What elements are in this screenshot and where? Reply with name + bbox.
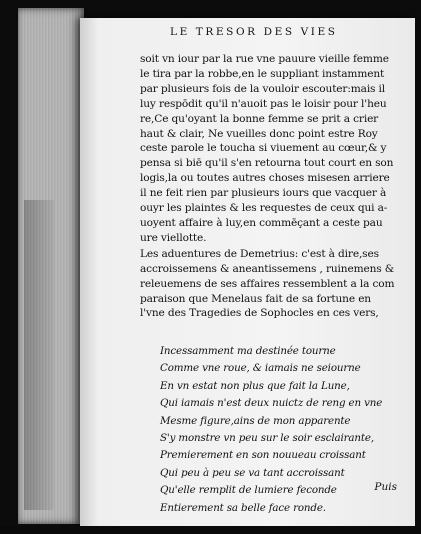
paragraph-2	[140, 247, 410, 322]
verse-line: Premierement en son nouueau croissant	[160, 449, 366, 462]
text-line: ure viellotte.	[140, 231, 207, 244]
text-line: pensa si biē qu'il s'en retourna tout court en son	[140, 157, 394, 170]
text-line: par plusieurs fois de la vouloir escouter:mais il	[140, 82, 386, 95]
body-text	[140, 52, 410, 321]
bottom-shadow	[0, 526, 421, 534]
verse-line: Entierement sa belle face ronde.	[160, 501, 326, 514]
text-line: le tira par la robbe,en le suppliant instamment	[140, 67, 385, 80]
verse-line: Incessamment ma destinée tourne	[160, 345, 336, 357]
verse-line: En vn estat non plus que fait la Lune,	[160, 379, 350, 392]
text-line: Les aduentures de Demetrius: c'est à dire,ses	[140, 247, 379, 260]
text-line: accroissemens & aneantissemens , ruinemens &	[140, 262, 395, 275]
page-edge-shadow	[24, 200, 54, 510]
text-line: logis,la ou toutes autres choses misesen arriere	[140, 172, 390, 185]
paragraph-1	[140, 52, 410, 246]
verse-line: Qu'elle remplit de lumiere feconde	[160, 484, 337, 497]
verse-line: Qui iamais n'est deux nuictz de reng en vne	[160, 397, 383, 410]
text-line: haut & clair, Ne vueilles donc point estre Roy	[140, 127, 378, 140]
running-head: LE TRESOR DES VIES	[170, 26, 338, 38]
catchword: Puis	[374, 481, 397, 493]
text-line: ceste parole le toucha si viuement au cœur,& y	[140, 142, 387, 155]
verse-block	[160, 343, 382, 517]
text-line: re,Ce qu'oyant la bonne femme se prit a crier	[140, 112, 379, 125]
text-line: l'vne des Tragedies de Sophocles en ces vers,	[140, 307, 379, 320]
verse-line: Qui peu à peu se va tant accroissant	[160, 466, 345, 479]
verse-line: Mesme figure,ains de mon apparente	[160, 414, 351, 427]
book-page	[80, 18, 415, 526]
text-line: paraison que Menelaus fait de sa fortune en	[140, 292, 371, 305]
text-line: uoyent affaire à luy,en commēçant a ceste pau	[140, 216, 383, 229]
text-line: ouyr les plaintes & les requestes de ceux qui a-	[140, 202, 388, 215]
text-line: il ne feit rien par plusieurs iours que vacquer à	[140, 187, 387, 200]
verse-line: Comme vne roue, & iamais ne seiourne	[160, 362, 361, 375]
text-line: soit vn iour par la rue vne pauure vieille femme	[140, 53, 389, 65]
verse-line: S'y monstre vn peu sur le soir esclairante,	[160, 432, 374, 445]
text-line: luy respōdit qu'il n'auoit pas le loisir pour l'heu	[140, 97, 387, 110]
text-line: releuemens de ses affaires ressemblent a la com	[140, 277, 395, 290]
